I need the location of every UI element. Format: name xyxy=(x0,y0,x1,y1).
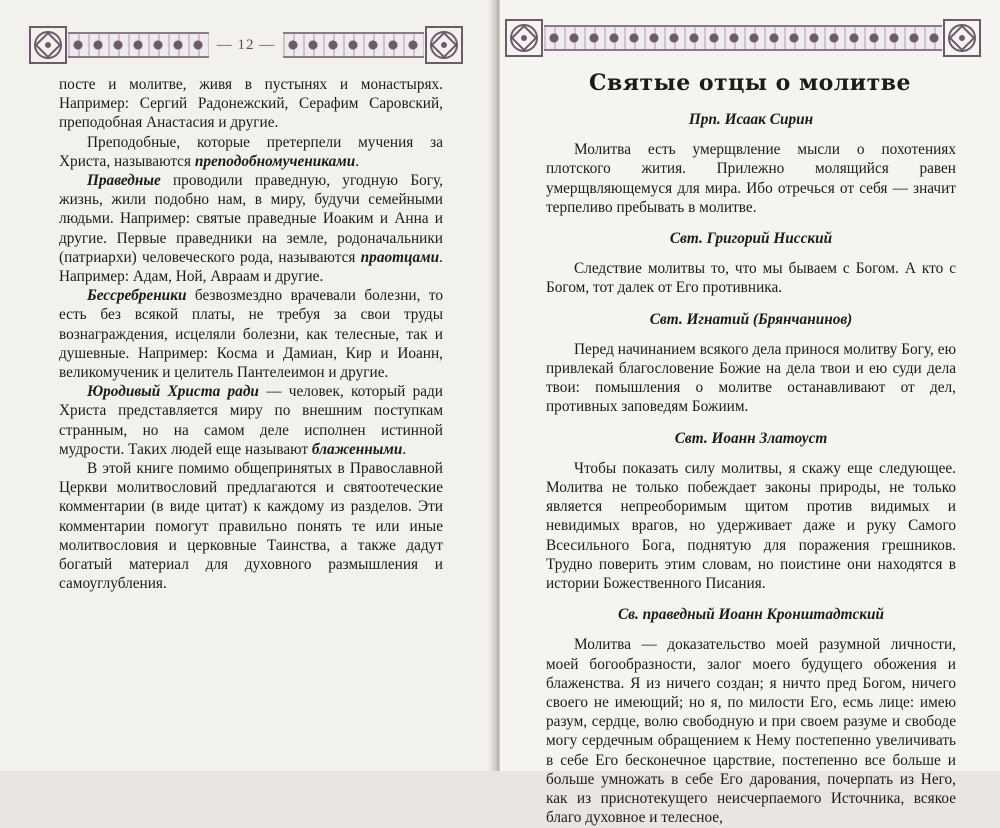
term: Бессребреники xyxy=(87,287,187,305)
term: блаженными xyxy=(311,440,403,458)
ornament-band xyxy=(544,25,942,51)
ornament-medallion-icon xyxy=(28,25,68,65)
ornament-band xyxy=(283,32,424,58)
chapter-title: Святые отцы о молитве xyxy=(588,70,912,96)
term: Юродивый Христа ради xyxy=(87,383,259,401)
left-page-body xyxy=(59,75,443,593)
term: Праведные xyxy=(87,172,161,190)
term: праотцами xyxy=(360,248,440,266)
quote-author: Св. праведный Иоанн Кронштадтский xyxy=(617,606,885,624)
quote-text: Молитва — доказательство моей разумной личности, моей богообразности, залог моего будущего обожения и блаженства. Я из ничего создан; я ничто пред Богом, ничего своего не имеющий; но я, по милости Его, есмь лице: имею разум, сердце, волю свободную и при своем разуме и свободе могу сердечным обращением к Нему постепенно увеличивать в себе Его бесконечное царствие, постепенно все больше и больше умножать в себе Его дарования, почерпать из Него, как из приснотекущего неисчерпаемого Источника, всякое благо духовное и телесное, xyxy=(546,636,956,827)
quote-author: Прп. Исаак Сирин xyxy=(688,111,814,128)
header-ornament-right xyxy=(504,18,982,58)
paragraph: В этой книге помимо общепринятых в Православной Церкви молитвословий предлагаются и святоотеческие комментарии (в виде цитат) к каждому из разделов. Эти комментарии помогут правильно понять те или иные молитвословия и церковные Таинства, а также дадут богатый материал для духовного размышления и самоуглубления. xyxy=(59,460,443,593)
right-page xyxy=(500,0,1000,827)
page-number: — 12 — xyxy=(216,36,276,53)
header-ornament-left xyxy=(28,25,464,65)
quote-author: Свт. Григорий Нисский xyxy=(669,230,833,248)
quote-text: Перед начинанием всякого дела принося молитву Богу, ею привлекай благословение Божие на дела твои и ею суди дела твои: помышления о молитве останавливают от дел, противных заповедям Божиим. xyxy=(546,340,956,416)
quote-text: Чтобы показать силу молитвы, я скажу еще следующее. Молитва не только побеждает законы природы, не только является непреоборимым щитом против видимых и невидимых врагов, но удерживает даже и руку Самого Всесильного Бога, поднятую для поражения грешников. Трудно поверить этим словам, но поистине они находятся в истории Божественного Писания. xyxy=(546,459,956,593)
left-page xyxy=(0,0,494,771)
quote-text: Следствие молитвы то, что мы бываем с Богом. А кто с Богом, тот далек от Его противника. xyxy=(546,260,956,297)
term: преподобномучениками xyxy=(194,152,356,170)
ornament-medallion-icon xyxy=(424,25,464,65)
ornament-medallion-icon xyxy=(504,18,544,58)
right-page-body xyxy=(546,110,956,828)
paragraph: Бессребреники безвозмездно врачевали болезни, то есть без всякой платы, не требуя за свои труды вознаграждения, исцеляли болезни, как телесные, так и душевные. Например: Косма и Дамиан, Кир и Иоанн, великомученик и целитель Пантелеимон и другие. xyxy=(59,287,443,382)
ornament-medallion-icon xyxy=(942,18,982,58)
quote-text: Молитва есть умерщвление мысли о похотениях плотского жития. Прилежно молящийся равен умерщвляющемуся для мира. Ибо отречься от себя — значит терпеливо пребывать в молитве. xyxy=(546,141,956,216)
quote-author: Свт. Игнатий (Брянчанинов) xyxy=(649,310,853,328)
paragraph: Преподобные, которые претерпели мучения за Христа, называются преподобномучениками. xyxy=(59,133,443,170)
paragraph: Праведные проводили праведную, угодную Богу, жизнь, жили подобно нам, в миру, будучи семейными людьми. Например: святые праведные Иоаким и Анна и другие. Первые праведники на земле, родоначальники (патриархи) человеческого рода, называются праотцами. Например: Адам, Ной, Авраам и другие. xyxy=(59,172,443,286)
paragraph: Юродивый Христа ради — человек, который ради Христа представляется миру по внешним поступкам странным, но на самом деле исполнен истинной мудрости. Таких людей еще называют блаженными. xyxy=(59,383,443,458)
ornament-band xyxy=(68,32,209,58)
paragraph: посте и молитве, живя в пустынях и монастырях. Например: Сергий Радонежский, Серафим Саровский, преподобная Анастасия и другие. xyxy=(59,76,443,132)
quote-author: Свт. Иоанн Златоуст xyxy=(674,429,828,447)
